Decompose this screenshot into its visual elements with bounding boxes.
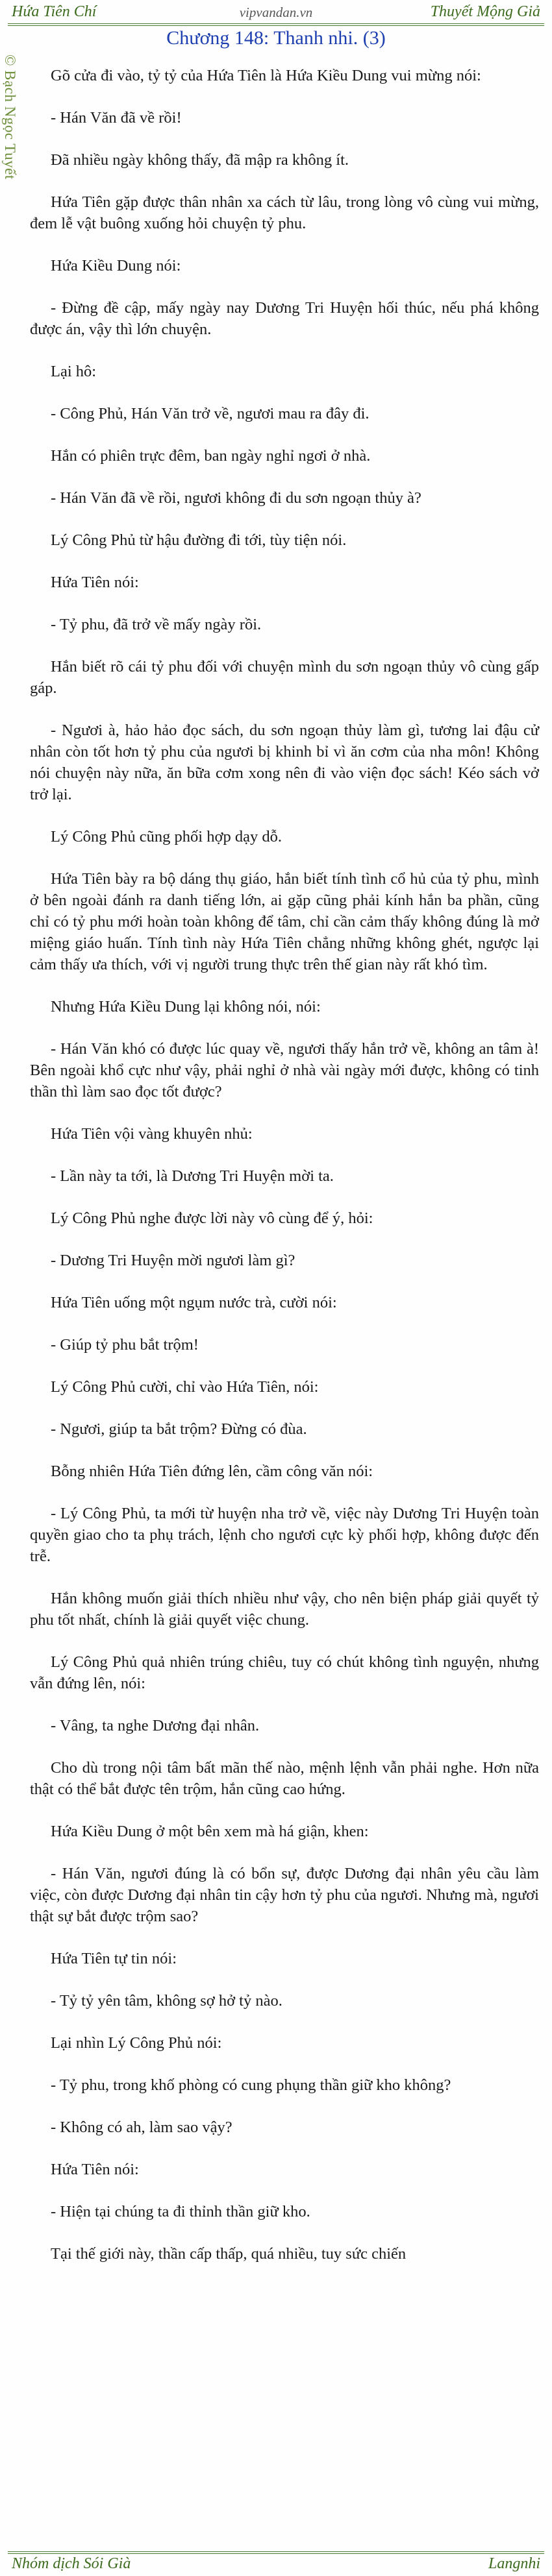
header-site-name: vipvandan.vn: [239, 5, 313, 20]
header-divider-second: [8, 25, 544, 26]
body-paragraph: Đã nhiều ngày không thấy, đã mập ra không ít.: [51, 151, 349, 169]
body-paragraph: Lý Công Phủ nghe được lời này vô cùng để ý, hỏi:: [51, 1209, 373, 1227]
body-paragraph: - Giúp tỷ phu bắt trộm!: [51, 1336, 199, 1354]
body-paragraph: Nhưng Hứa Kiều Dung lại không nói, nói:: [51, 998, 321, 1015]
body-paragraph: Hứa Tiên gặp được thân nhân xa cách từ lâu, trong lòng vô cùng vui mừng, đem lễ vật buông xuống hỏi chuyện tỷ phu.: [30, 193, 539, 232]
body-paragraph: Lý Công Phủ từ hậu đường đi tới, tùy tiện nói.: [51, 531, 347, 549]
body-paragraph: Hứa Tiên uống một ngụm nước trà, cười nói:: [51, 1294, 337, 1311]
side-credit: [4, 55, 22, 223]
body-paragraph: - Vâng, ta nghe Dương đại nhân.: [51, 1717, 260, 1734]
body-paragraph: Lại hô:: [51, 363, 97, 380]
body-paragraph: - Tỷ tỷ yên tâm, không sợ hở tỷ nào.: [51, 1992, 282, 2010]
body-paragraph: Lý Công Phủ quả nhiên trúng chiêu, tuy có chút không tình nguyện, nhưng vẫn đứng lên, nói:: [30, 1653, 539, 1692]
body-paragraph: - Hán Văn đã về rồi!: [51, 109, 182, 127]
body-paragraph: Hứa Tiên nói:: [51, 574, 139, 591]
header-book-title: Hứa Tiên Chí: [12, 3, 97, 20]
header-author: Thuyết Mộng Giả: [430, 3, 540, 20]
body-paragraph: - Tỷ phu, đã trở về mấy ngày rồi.: [51, 616, 262, 633]
body-paragraph: Hứa Tiên bày ra bộ dáng thụ giáo, hắn biết tính tình cổ hủ của tỷ phu, mình ở bên ngoài đánh ra danh tiếng lớn, ai gặp cũng phải kính hắn ba phần, cũng chỉ có tỷ phu mới hoàn toàn không để tâm, chỉ cần cảm thấy không đúng là mở miệng giáo huấn. Tính tình này Hứa Tiên chẳng những không ghét, ngược lại cảm thấy ưa thích, với vị người trung thực trên thế gian này rất khó tìm.: [30, 870, 539, 973]
side-credit-text: © Bạch Ngọc Tuyết: [2, 55, 18, 180]
footer-divider-second: [8, 2553, 544, 2554]
body-paragraph: Lý Công Phủ cũng phối hợp dạy dỗ.: [51, 828, 282, 845]
body-paragraph: Gõ cửa đi vào, tỷ tỷ của Hứa Tiên là Hứa Kiều Dung vui mừng nói:: [51, 67, 481, 84]
footer-divider: [8, 2551, 544, 2552]
body-paragraph: Hứa Tiên vội vàng khuyên nhủ:: [51, 1125, 253, 1143]
body-paragraph: Hắn có phiên trực đêm, ban ngày nghỉ ngơi ở nhà.: [51, 447, 371, 465]
body-paragraph: - Không có ah, làm sao vậy?: [51, 2119, 232, 2136]
header-divider: [8, 23, 544, 24]
body-paragraph: - Hiện tại chúng ta đi thỉnh thần giữ kho.: [51, 2203, 310, 2220]
body-paragraph: - Dương Tri Huyện mời ngươi làm gì?: [51, 1252, 295, 1269]
body-paragraph: Lại nhìn Lý Công Phủ nói:: [51, 2034, 222, 2052]
body-paragraph: - Hán Văn, ngươi đúng là có bổn sự, được Dương đại nhân yêu cầu làm việc, còn được Dương đại nhân tin cậy hơn tỷ phu của ngươi. Nhưng mà, ngươi thật sự bắt được trộm sao?: [30, 1865, 539, 1925]
body-paragraph: Lý Công Phủ cười, chỉ vào Hứa Tiên, nói:: [51, 1378, 319, 1396]
body-paragraph: - Ngươi à, hảo hảo đọc sách, du sơn ngoạn thủy làm gì, tương lai đậu cử nhân còn tốt hơn tỷ phu của ngươi bị khinh bỉ vì ăn cơm của nha môn! Không nói chuyện này nữa, ăn bữa cơm xong nên đi vào viện đọc sách! Kéo sách vở trở lại.: [30, 722, 539, 803]
body-paragraph: - Hán Văn đã về rồi, ngươi không đi du sơn ngoạn thủy à?: [51, 489, 421, 507]
body-paragraph: Hắn biết rõ cái tỷ phu đối với chuyện mình du sơn ngoạn thủy vô cùng gấp gáp.: [30, 658, 539, 697]
body-paragraph: Hắn không muốn giải thích nhiều như vậy, cho nên biện pháp giải quyết tỷ phu tốt nhất, chính là giải quyết việc chung.: [30, 1590, 539, 1629]
page-header: [0, 0, 552, 22]
footer-editor: Langnhi: [488, 2555, 540, 2572]
chapter-body: [30, 65, 539, 2285]
body-paragraph: - Tỷ phu, trong khố phòng có cung phụng thần giữ kho không?: [51, 2076, 451, 2094]
body-paragraph: Hứa Tiên nói:: [51, 2161, 139, 2178]
body-paragraph: Bỗng nhiên Hứa Tiên đứng lên, cầm công văn nói:: [51, 1463, 373, 1480]
body-paragraph: - Hán Văn khó có được lúc quay về, ngươi thấy hắn trở về, không an tâm à! Bên ngoài khổ cực như vậy, phải nghỉ ở nhà vài ngày mới được, không có tinh thần thì làm sao đọc tốt được?: [30, 1040, 539, 1100]
body-paragraph: - Ngươi, giúp ta bắt trộm? Đừng có đùa.: [51, 1420, 307, 1438]
body-paragraph: Cho dù trong nội tâm bất mãn thế nào, mệnh lệnh vẫn phải nghe. Hơn nữa thật có thể bắt được tên trộm, hắn cũng cao hứng.: [30, 1759, 539, 1798]
body-paragraph: Hứa Tiên tự tin nói:: [51, 1950, 177, 1967]
body-paragraph: - Lý Công Phủ, ta mới từ huyện nha trở về, việc này Dương Tri Huyện toàn quyền giao cho ta phụ trách, lệnh cho ngươi cực kỳ phối hợp, không được đến trễ.: [30, 1505, 539, 1565]
footer-translator-group: Nhóm dịch Sói Già: [12, 2555, 131, 2572]
chapter-title: Chương 148: Thanh nhi. (3): [166, 27, 386, 49]
body-paragraph: Tại thế giới này, thần cấp thấp, quá nhiều, tuy sức chiến: [51, 2245, 407, 2263]
body-paragraph: Hứa Kiều Dung ở một bên xem mà há giận, khen:: [51, 1823, 369, 1840]
body-paragraph: - Công Phủ, Hán Văn trở về, ngươi mau ra đây đi.: [51, 405, 370, 422]
body-paragraph: - Đừng đề cập, mấy ngày nay Dương Tri Huyện hối thúc, nếu phá không được án, vậy thì lớn chuyện.: [30, 299, 539, 338]
body-paragraph: Hứa Kiều Dung nói:: [51, 257, 181, 274]
body-paragraph: - Lần này ta tới, là Dương Tri Huyện mời ta.: [51, 1167, 334, 1185]
